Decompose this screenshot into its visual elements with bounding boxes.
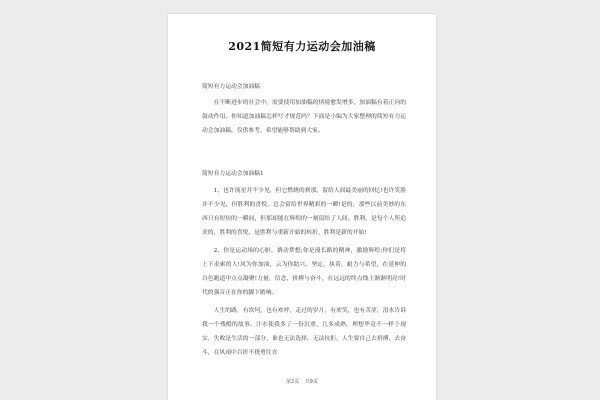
intro-paragraph: 在不断进步的社会中，需要使用加油稿的情境愈发增多，加油稿有着正向的鼓动作用。你知道加油稿怎样写才规范吗？下面是小编为大家整理的简短有力运动会加油稿，仅供参考，希望能够帮助到大家。 bbox=[202, 100, 406, 134]
intro-paragraph-block bbox=[202, 96, 406, 138]
page-number: 第2页 bbox=[286, 379, 300, 385]
paragraph-3: 人生的路，有坎坷，也有欢呼，走过的岁月，有欢笑，也有苦涩，泪水告诉我一个残酷的故事，汗水使我多了一份沉重，几多成熟。理想毕竟不一样于现实，失败是生活的一部分，谁也无法选择，无法抗拒，人生要自己去拼搏，去奋斗，在风雨中百折不挠勇往直 bbox=[202, 308, 406, 356]
page-total: 共9页 bbox=[304, 379, 318, 385]
section-label: 简短有力运动会加油稿1 bbox=[202, 171, 264, 177]
intro-label: 简短有力运动会加油稿 bbox=[202, 84, 260, 90]
page-footer bbox=[168, 378, 436, 385]
body-paragraphs bbox=[202, 184, 406, 360]
document-page bbox=[168, 14, 436, 400]
paragraph-1: 1、也许流星并不少见，但它燃烧的刹那，留给人间最美丽的回忆!也许笑脸并不少见，但胜利的喜悦，总会留给世界精彩的一瞬!是的，那些以前美妙的东西只有短短的一瞬间，但那却能在辉煌的一刻留给了人间。胜利，是每个人所追求的，胜利的喜悦，是胜利与重新开始的转折，胜利是新的开始! bbox=[202, 188, 406, 236]
paragraph-2: 2、你是运动场的心脏，挑动梦想;你是漫长路的精神，激励辉煌;你们是将上下求索的人!风为你加油，云为你助兴，坚定，执着，耐力与希望，在延伸的白色跑道中点点凝聚!力量，信念，拼搏与奋斗，在远远的终点线上渐渐明亮!时代的强音正在你的脚下踏响。 bbox=[202, 248, 406, 296]
document-title: 2021简短有力运动会加油稿 bbox=[228, 40, 376, 53]
